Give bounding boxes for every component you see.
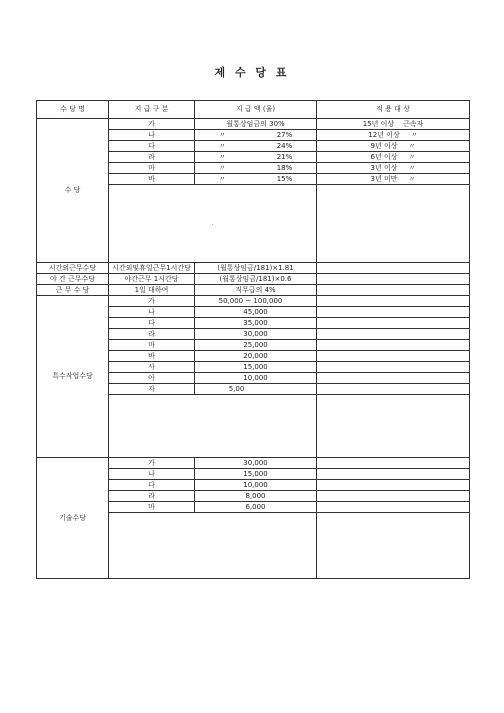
grade-cell: 다 [109, 318, 195, 329]
target-cell [317, 491, 470, 502]
target-cell [317, 296, 470, 307]
grade-cell: 라 [109, 329, 195, 340]
header-row [37, 101, 470, 119]
category-night: 야 간 근무수당 [37, 274, 109, 285]
grade-cell: 가 [109, 458, 195, 469]
table-row [37, 296, 470, 307]
amount-cell: 15,000 [195, 362, 317, 373]
target-cell [317, 351, 470, 362]
target-cell [317, 307, 470, 318]
grade-cell: 마 [109, 163, 195, 174]
target-mark: 〃 [408, 152, 416, 161]
amount-pct: 18% [276, 163, 293, 172]
blank-cell [317, 513, 470, 579]
grade-cell: 마 [109, 340, 195, 351]
amount-cell [195, 174, 317, 185]
amount-cell: 5,00 [195, 384, 317, 395]
basis-cell: 시간외및휴일근무1시간당 [109, 263, 195, 274]
target-label: 6년 이상 [370, 152, 398, 161]
target-cell [317, 174, 470, 185]
blank-cell [109, 185, 317, 263]
grade-cell: 바 [109, 351, 195, 362]
target-cell [317, 480, 470, 491]
target-label: 9년 이상 [370, 141, 398, 150]
target-label: 3년 이상 [370, 163, 398, 172]
target-label: 15년 이상 [362, 119, 395, 128]
grade-cell: 다 [109, 141, 195, 152]
target-cell [317, 384, 470, 395]
target-cell [317, 263, 470, 274]
target-mark: 〃 [408, 174, 416, 183]
ditto-mark: 〃 [218, 141, 226, 150]
amount-cell [195, 130, 317, 141]
target-cell [317, 502, 470, 513]
category-tech: 기술수당 [37, 458, 109, 579]
blank-cell [109, 513, 317, 579]
target-cell [317, 373, 470, 384]
target-label: 3년 미만 [370, 174, 398, 183]
amount-pct: 15% [276, 174, 293, 183]
ditto-mark: 〃 [218, 152, 226, 161]
grade-cell: 가 [109, 296, 195, 307]
amount-pct: 24% [276, 141, 293, 150]
header-payment-amount: 지 급 액 (율) [195, 101, 317, 119]
target-cell [317, 318, 470, 329]
grade-cell: 바 [109, 174, 195, 185]
grade-cell: 아 [109, 373, 195, 384]
grade-cell: 다 [109, 480, 195, 491]
blank-cell [317, 185, 470, 263]
ditto-mark: 〃 [218, 163, 226, 172]
target-cell [317, 119, 470, 130]
grade-cell: 가 [109, 119, 195, 130]
amount-cell: 8,000 [195, 491, 317, 502]
stray-dot: . [211, 220, 214, 227]
grade-cell: 마 [109, 502, 195, 513]
category-work: 근 무 수 당 [37, 285, 109, 296]
amount-cell: 10,000 [195, 373, 317, 384]
amount-pct: 30% [269, 119, 285, 128]
amount-label: 월통상임금의 [226, 119, 267, 128]
amount-cell: 25,000 [195, 340, 317, 351]
target-cell [317, 329, 470, 340]
amount-cell: 15,000 [195, 469, 317, 480]
blank-cell [317, 395, 470, 458]
target-cell [317, 362, 470, 373]
amount-cell: 10,000 [195, 480, 317, 491]
document-title: 제 수 당 표 [214, 66, 290, 79]
grade-cell: 나 [109, 469, 195, 480]
amount-cell: 30,000 [195, 329, 317, 340]
target-cell [317, 274, 470, 285]
target-mark: 근속자 [403, 119, 424, 128]
category-special: 특수작업수당 [37, 296, 109, 458]
grade-cell: 사 [109, 362, 195, 373]
table-row [37, 119, 470, 130]
table-row [37, 285, 470, 296]
target-cell [317, 130, 470, 141]
header-target: 적 용 대 상 [317, 101, 470, 119]
category-overtime: 시간외근무수당 [37, 263, 109, 274]
amount-cell: 20,000 [195, 351, 317, 362]
ditto-mark: 〃 [218, 130, 226, 139]
blank-cell [109, 395, 317, 458]
grade-cell: 나 [109, 307, 195, 318]
amount-cell [195, 141, 317, 152]
basis-cell: 1일 대하여 [109, 285, 195, 296]
basis-cell: 야간근무 1시간당 [109, 274, 195, 285]
target-cell [317, 152, 470, 163]
amount-cell: 35,000 [195, 318, 317, 329]
grade-cell: 라 [109, 491, 195, 502]
target-cell [317, 340, 470, 351]
amount-cell: 50,000 ~ 100,000 [195, 296, 317, 307]
target-label: 12년 이상 [368, 130, 400, 139]
amount-cell [195, 119, 317, 130]
table-row [37, 274, 470, 285]
amount-pct: 27% [276, 130, 293, 139]
grade-cell: 라 [109, 152, 195, 163]
category-sudang: 수 당 [37, 119, 109, 263]
header-allowance-name: 수 당 명 [37, 101, 109, 119]
table-row [37, 263, 470, 274]
ditto-mark: 〃 [218, 174, 226, 183]
table-row [37, 458, 470, 469]
target-cell [317, 285, 470, 296]
target-mark: 〃 [410, 130, 418, 139]
amount-cell: 45,000 [195, 307, 317, 318]
grade-cell: 나 [109, 130, 195, 141]
target-mark: 〃 [408, 163, 416, 172]
target-mark: 〃 [408, 141, 416, 150]
amount-cell [195, 152, 317, 163]
target-cell [317, 141, 470, 152]
target-cell [317, 458, 470, 469]
header-payment-category: 지 급 구 분 [109, 101, 195, 119]
target-cell [317, 163, 470, 174]
grade-cell: 자 [109, 384, 195, 395]
amount-cell: (월통상임금/181)×1.81 [195, 263, 317, 274]
target-cell [317, 469, 470, 480]
allowance-table [36, 100, 470, 579]
amount-cell: (월통상임금/181)×0.6 [195, 274, 317, 285]
amount-cell: 6,000 [195, 502, 317, 513]
amount-cell: 30,000 [195, 458, 317, 469]
amount-cell: 직무급의 4% [195, 285, 317, 296]
amount-pct: 21% [276, 152, 293, 161]
amount-cell [195, 163, 317, 174]
